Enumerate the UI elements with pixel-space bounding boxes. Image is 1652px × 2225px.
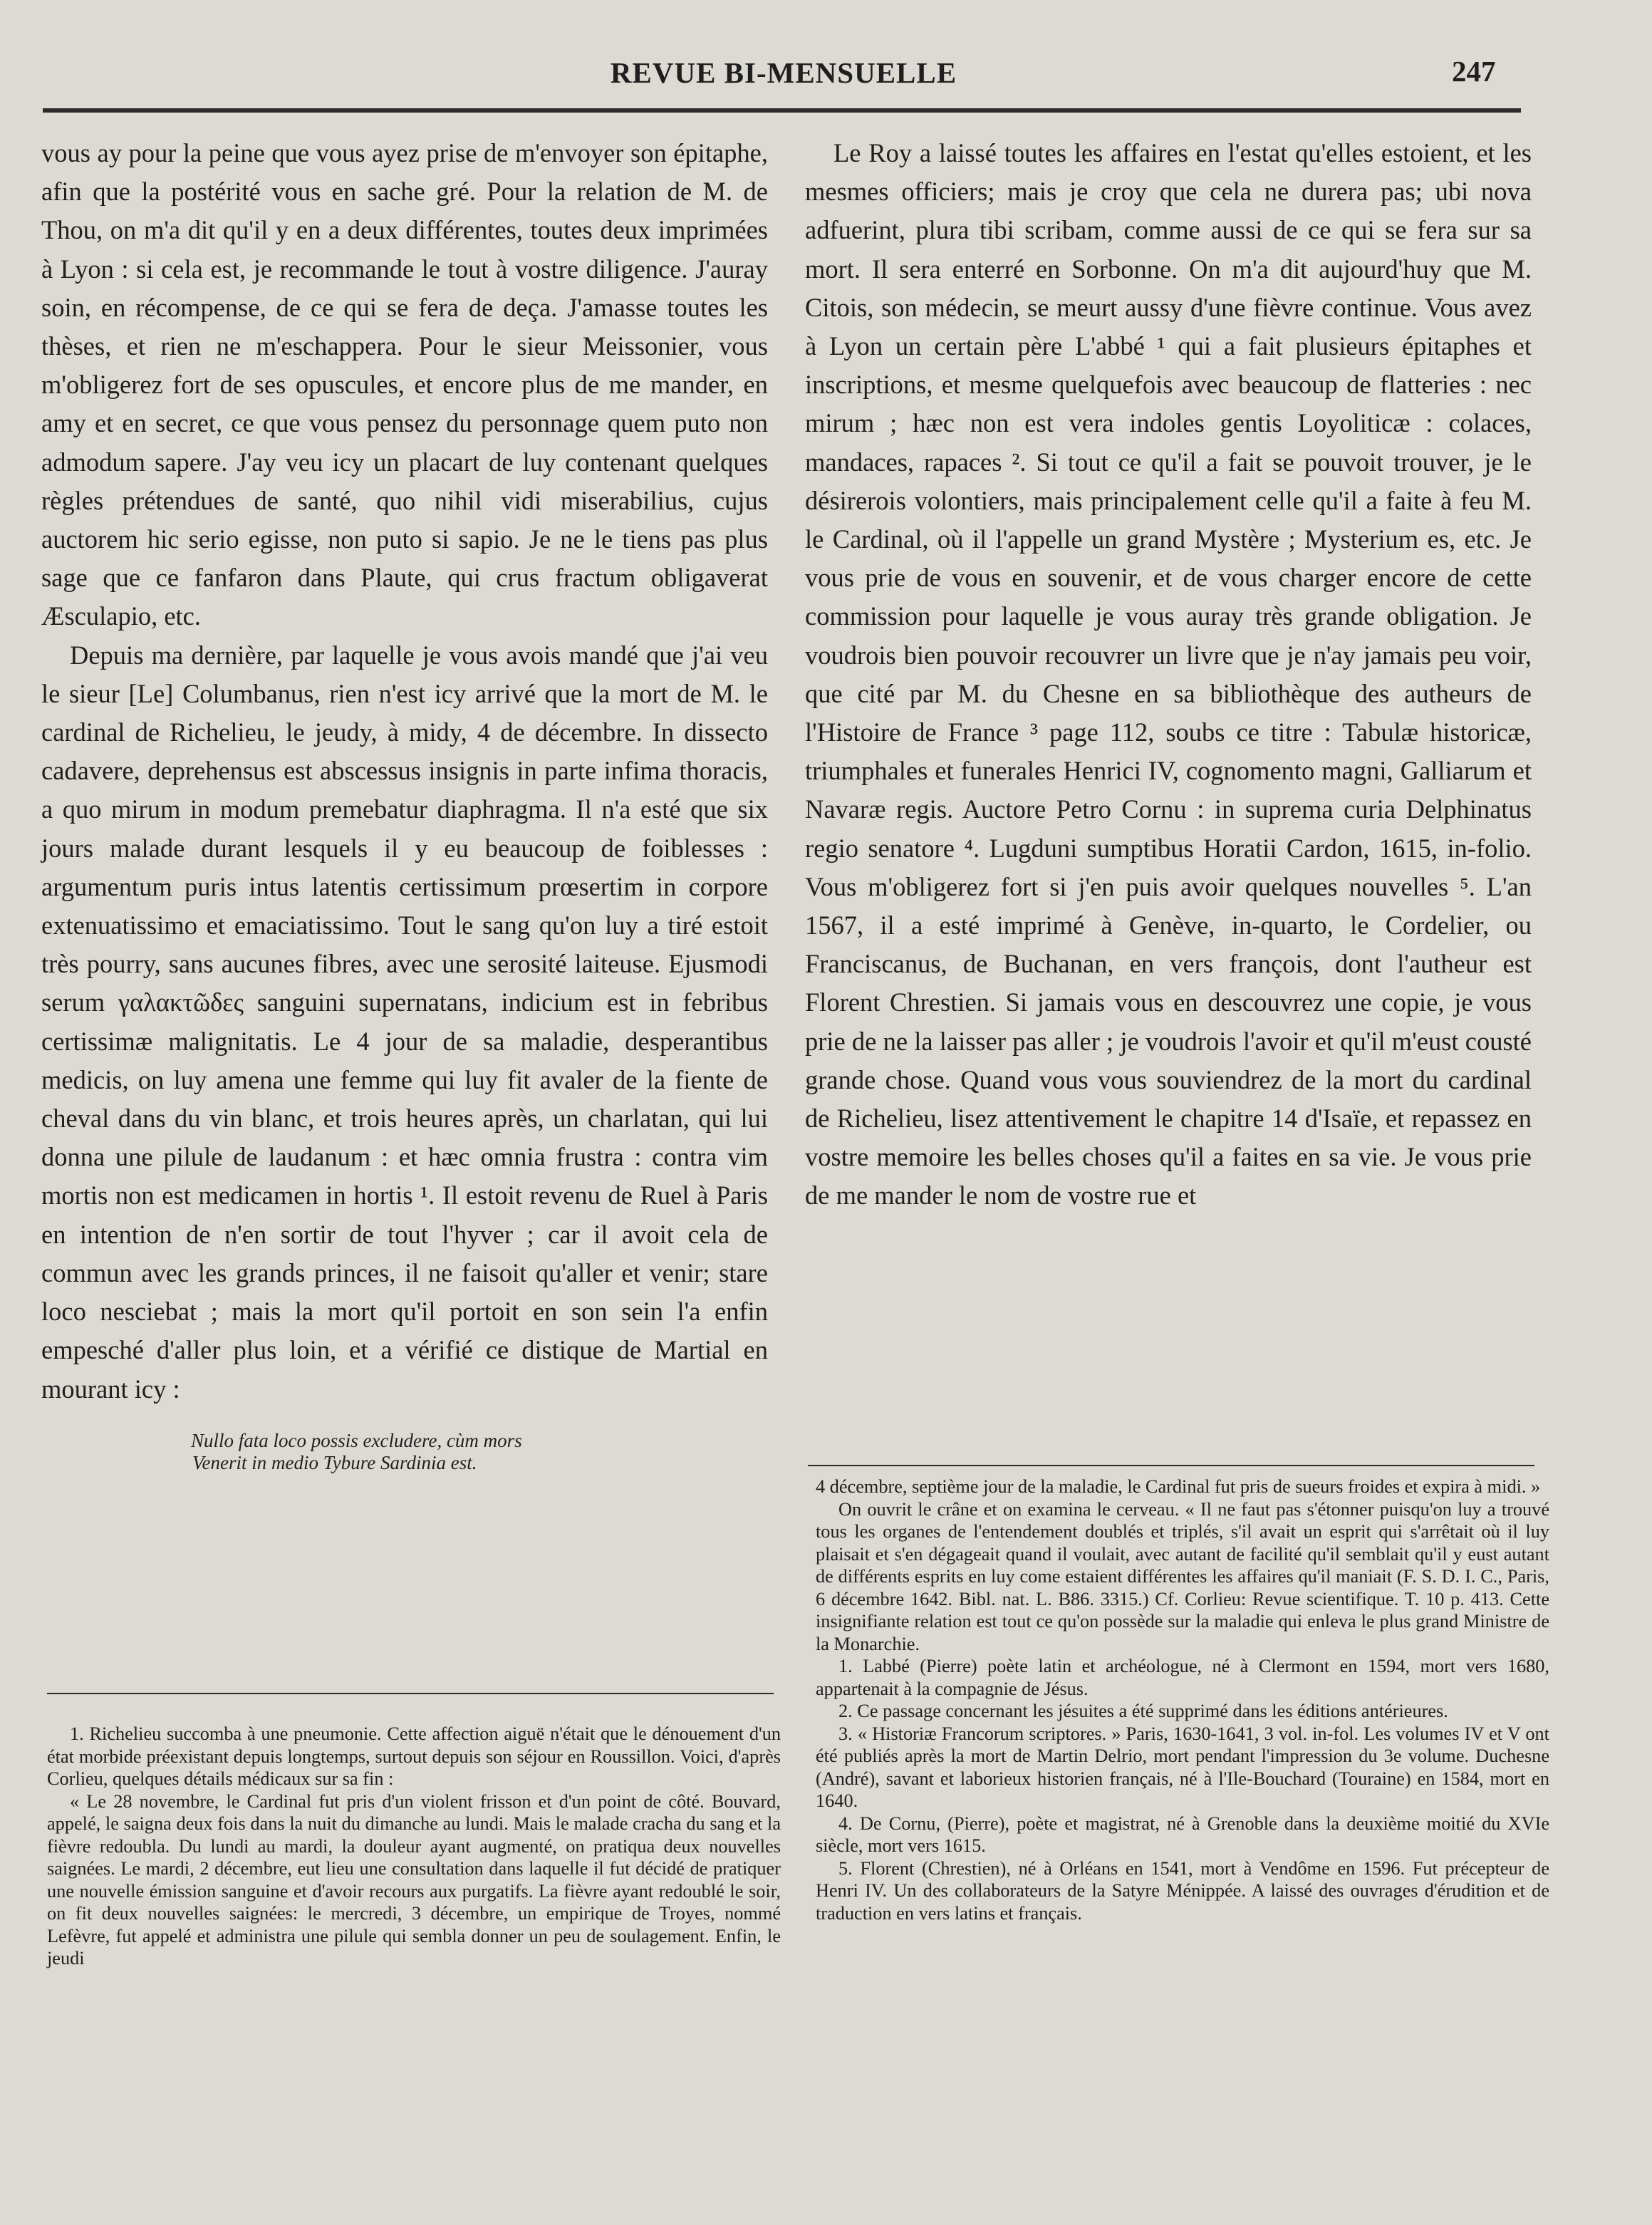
footnote-right-5: 5. Florent (Chrestien), né à Orléans en 1541, mort à Vendôme en 1596. Fut précepteur de Henri IV. Un des collaborateurs de la Satyre Ménippée. A laissé des ouvrages d'érudition et de traduction en vers latins et français.	[816, 1857, 1549, 1924]
verse-line-2: Venerit in medio Tybure Sardinia est.	[192, 1451, 477, 1473]
page-number: 247	[1452, 55, 1496, 88]
footnote-1-continued-2: On ouvrit le crâne et on examina le cerveau. « Il ne faut pas s'étonner puisqu'on luy a trouvé tous les organes de l'entendement doublés et triplés, s'il avait un esprit qui s'arrêtait où il luy plaisait et s'en dégageait quand il voulait, avec autant de facilité qu'il semblait qu'il y eust autant de différents esprits en luy come estaient différentes les affaires qu'il maniait (F. S. D. I. C., Paris, 6 décembre 1642. Bibl. nat. L. B86. 3315.) Cf. Corlieu: Revue scientifique. T. 10 p. 413. Cette insignifiante relation est tout ce qu'on possède sur la maladie qui enleva le plus grand Ministre de la Monarchie.	[816, 1498, 1549, 1654]
footnote-right-3: 3. « Historiæ Francorum scriptores. » Paris, 1630-1641, 3 vol. in-fol. Les volumes IV et V ont été publiés après la mort de Martin Delrio, mort pendant l'impression du 3e volume. Duchesne (André), savant et laborieux historien français, né à l'Ile-Bouchard (Touraine) en 1584, mort en 1640.	[816, 1723, 1549, 1811]
footnote-1-continued: 4 décembre, septième jour de la maladie, le Cardinal fut pris de sueurs froides et expira à midi. »	[816, 1476, 1541, 1497]
footnote-right-2: 2. Ce passage concernant les jésuites a été supprimé dans les éditions antérieures.	[838, 1701, 1448, 1721]
footnotes-left	[47, 1723, 781, 1970]
verse-line-1: Nullo fata loco possis excludere, cùm mors	[191, 1429, 522, 1451]
footnote-rule-right	[808, 1465, 1534, 1466]
header-rule	[43, 108, 1521, 113]
left-paragraph-1: vous ay pour la peine que vous ayez prise de m'envoyer son épitaphe, afin que la postérité vous en sache gré. Pour la relation de M. de Thou, on m'a dit qu'il y en a deux différentes, toutes deux imprimées à Lyon : si cela est, je recommande le tout à vostre diligence. J'auray soin, en récompense, de ce qui se fera de deça. J'amasse toutes les thèses, et rien ne m'eschappera. Pour le sieur Meissonier, vous m'obligerez fort de ses opuscules, et encore plus de me mander, en amy et en secret, ce que vous pensez du personnage quem puto non admodum sapere. J'ay veu icy un placart de luy contenant quelques règles prétendues de santé, quo nihil vidi miserabilius, cujus auctorem hic serio egisse, non puto si sapio. Je ne le tiens pas plus sage que ce fanfaron dans Plaute, qui crus fractum obligaverat Æsculapio, etc.	[41, 138, 768, 631]
footnotes-right	[816, 1475, 1549, 1924]
footnote-1-quote: « Le 28 novembre, le Cardinal fut pris d'un violent frisson et d'un point de côté. Bouvard, appelé, le saigna deux fois dans la nuit du dimanche au lundi. Mais le malade cracha du sang et la fièvre redoubla. Du lundi au mardi, la douleur ayant augmenté, on pratiqua deux nouvelles saignées. Le mardi, 2 décembre, eut lieu une consultation dans laquelle il fut décidé de pratiquer une nouvelle émission sanguine et d'avoir recours aux purgatifs. La fièvre ayant redoublé le soir, on fit deux nouvelles saignées: le mercredi, 3 décembre, un empirique de Troyes, nommé Lefèvre, fut appelé et administra une pilule qui sembla donner un peu de soulagement. Enfin, le jeudi	[47, 1790, 781, 1969]
running-title: REVUE BI-MENSUELLE	[610, 56, 957, 89]
left-paragraph-2: Depuis ma dernière, par laquelle je vous avois mandé que j'ai veu le sieur [Le] Columbanus, rien n'est icy arrivé que la mort de M. le cardinal de Richelieu, le jeudy, à midy, 4 de décembre. In dissecto cadavere, deprehensus est abscessus insignis in parte infima thoracis, a quo mirum in modum premebatur diaphragma. Il n'a esté que six jours malade durant lesquels il y eu beaucoup de foiblesses : argumentum puris intus latentis certissimum prœsertim in corpore extenuatissimo et emaciatissimo. Tout le sang qu'on luy a tiré estoit très pourry, sans aucunes fibres, avec une serosité laiteuse. Ejusmodi serum γαλακτῶδες sanguini supernatans, indicium est in febribus certissimæ malignitatis. Le 4 jour de sa maladie, desperantibus medicis, on luy amena une femme qui luy fit avaler de la fiente de cheval dans du vin blanc, et trois heures après, un charlatan, qui lui donna une pilule de laudanum : et hæc omnia frustra : contra vim mortis non est medicamen in hortis ¹. Il estoit revenu de Ruel à Paris en intention de n'en sortir de tout l'hyver ; car il avoit cela de commun avec les grands princes, il ne faisoit qu'aller et venir; stare loco nesciebat ; mais la mort qu'il portoit en son sein l'a enfin empesché d'aller plus loin, et a vérifié ce distique de Martial en mourant icy :	[41, 640, 768, 1404]
left-column	[41, 134, 768, 1474]
footnote-right-4: 4. De Cornu, (Pierre), poète et magistrat, né à Grenoble dans la deuxième moitié du XVIe siècle, mort vers 1615.	[816, 1812, 1549, 1856]
footnote-right-1: 1. Labbé (Pierre) poète latin et archéologue, né à Clermont en 1594, mort vers 1680, appartenait à la compagnie de Jésus.	[816, 1656, 1549, 1699]
footnote-1: 1. Richelieu succomba à une pneumonie. Cette affection aiguë n'était que le dénouement d'un état morbide préexistant depuis longtemps, surtout depuis son séjour en Roussillon. Voici, d'après Corlieu, quelques détails médicaux sur sa fin :	[47, 1723, 781, 1789]
right-paragraph-1: Le Roy a laissé toutes les affaires en l'estat qu'elles estoient, et les mesmes officiers; mais je croy que cela ne durera pas; ubi nova adfuerint, plura tibi scribam, comme aussi de ce qui se fera sur sa mort. Il sera enterré en Sorbonne. On m'a dit aujourd'huy que M. Citois, son médecin, se meurt aussy d'une fièvre continue. Vous avez à Lyon un certain père L'abbé ¹ qui a fait plusieurs épitaphes et inscriptions, et mesme quelquefois avec beaucoup de flatteries : nec mirum ; hæc non est vera indoles gentis Loyoliticæ : colaces, mandaces, rapaces ². Si tout ce qu'il a fait se pouvoit trouver, je le désirerois volontiers, mais principalement celle qu'il a faite à feu M. le Cardinal, où il l'appelle un grand Mystère ; Mysterium es, etc. Je vous prie de vous en souvenir, et de vous charger encore de cette commission pour laquelle je vous auray très grande obligation. Je voudrois bien pouvoir recouvrer un livre que je n'ay jamais peu voir, que cité par M. du Chesne en sa bibliothèque des autheurs de l'Histoire de France ³ page 112, soubs ce titre : Tabulæ historicæ, triumphales et funerales Henrici IV, cognomento magni, Galliarum et Navaræ regis. Auctore Petro Cornu : in suprema curia Delphinatus regio senatore ⁴. Lugduni sumptibus Horatii Cardon, 1615, in-folio. Vous m'obligerez fort si j'en puis avoir quelques nouvelles ⁵. L'an 1567, il a esté imprimé à Genève, in-quarto, le Cordelier, ou Franciscanus, de Buchanan, en vers françois, dont l'autheur est Florent Chrestien. Si jamais vous en descouvrez une copie, je vous prie de ne la laisser pas aller ; je voudrois l'avoir et qu'il m'eust cousté grande chose. Quand vous vous souviendrez de la mort du cardinal de Richelieu, lisez attentivement le chapitre 14 d'Isaïe, et repassez en vostre memoire les belles choses qu'il a faites en sa vie. Je vous prie de me mander le nom de vostre rue et	[805, 138, 1532, 1210]
martial-distich	[191, 1430, 768, 1474]
footnote-rule-left	[47, 1693, 774, 1694]
right-column	[805, 134, 1532, 1215]
